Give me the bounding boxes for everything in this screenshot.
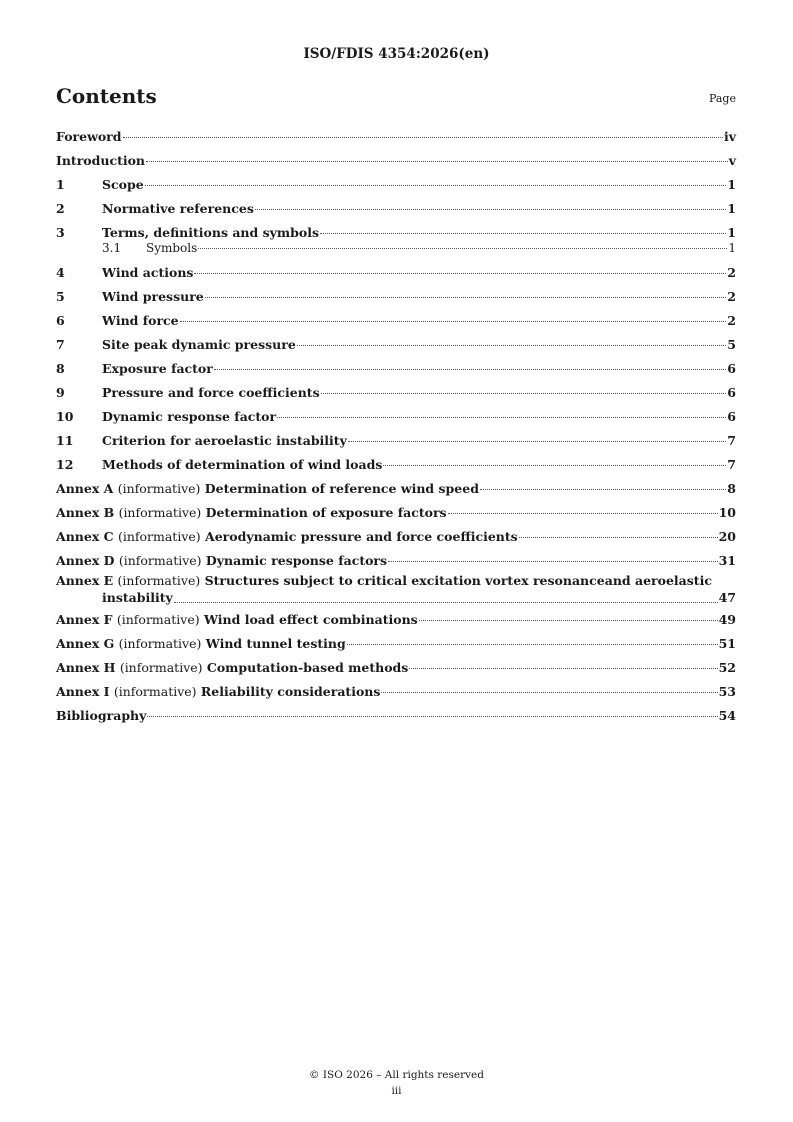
dot-leader	[480, 488, 726, 490]
page-column-label: Page	[708, 92, 736, 105]
toc-entry-page: 2	[727, 265, 736, 280]
toc-entry-title: Site peak dynamic pressure	[102, 337, 296, 352]
toc-entry-page: 1	[727, 177, 736, 192]
toc-entry-number: 11	[56, 433, 74, 448]
dot-leader	[297, 344, 727, 346]
toc-entry-number: 7	[56, 337, 65, 352]
toc-entry-annex-a[interactable]	[56, 480, 736, 497]
toc-entry-page: 7	[727, 433, 736, 448]
dot-leader	[147, 715, 717, 717]
dot-leader	[145, 184, 727, 186]
toc-entry-title: Symbols	[146, 241, 198, 255]
toc-entry-annex-e[interactable]	[56, 572, 736, 606]
annex-type: (informative)	[119, 660, 203, 675]
toc-entry-title: Determination of exposure factors	[205, 505, 447, 520]
dot-leader	[409, 667, 717, 669]
dot-leader	[321, 392, 727, 394]
annex-prefix	[56, 683, 201, 700]
toc-entry-number: 2	[56, 201, 65, 216]
toc-entry-foreword[interactable]	[56, 128, 736, 145]
document-header: ISO/FDIS 4354:2026(en)	[303, 46, 490, 62]
toc-entry-title: Computation-based methods	[206, 660, 409, 675]
toc-entry-title: Introduction	[56, 153, 146, 168]
toc-entry-page: 5	[727, 337, 736, 352]
annex-type: (informative)	[117, 529, 201, 544]
toc-entry-page: 1	[728, 241, 736, 255]
toc-entry-title: Criterion for aeroelastic instability	[102, 433, 347, 448]
annex-type: (informative)	[118, 553, 202, 568]
toc-entry-clause-3[interactable]	[56, 224, 736, 241]
toc-entry-title-line1: Structures subject to critical excitation vortex resonanceand aeroelastic	[204, 573, 712, 588]
toc-entry-title: Wind load effect combinations	[203, 612, 418, 627]
toc-entry-annex-i[interactable]	[56, 683, 736, 700]
toc-entry-page: 53	[718, 684, 736, 699]
toc-entry-title: Normative references	[102, 201, 254, 216]
toc-entry-number: 12	[56, 457, 74, 472]
annex-type: (informative)	[118, 636, 202, 651]
toc-entry-title: Wind force	[102, 313, 179, 328]
toc-entry-clause-12[interactable]	[56, 456, 736, 473]
annex-label: Annex F	[56, 612, 113, 627]
annex-prefix	[56, 480, 205, 497]
toc-entry-page: 1	[727, 225, 736, 240]
dot-leader	[419, 619, 718, 621]
dot-leader	[388, 560, 718, 562]
annex-label: Annex B	[56, 505, 115, 520]
page-number: iii	[391, 1085, 402, 1097]
dot-leader	[123, 136, 723, 138]
annex-label: Annex G	[56, 636, 115, 651]
annex-prefix	[56, 611, 204, 628]
toc-entry-title: Aerodynamic pressure and force coefficients	[205, 529, 518, 544]
toc-entry-page: 6	[727, 409, 736, 424]
toc-entry-number: 3.1	[102, 241, 122, 255]
page-footer	[0, 1067, 793, 1099]
toc-entry-annex-h[interactable]	[56, 659, 736, 676]
toc-entry-bibliography[interactable]	[56, 707, 736, 724]
toc-entry-subclause-3-1[interactable]	[56, 240, 736, 257]
annex-label: Annex E	[56, 573, 114, 588]
toc-entry-page: 31	[718, 553, 736, 568]
annex-prefix	[56, 528, 205, 545]
toc-entry-page: v	[728, 153, 736, 168]
dot-leader	[347, 643, 718, 645]
toc-entry-clause-9[interactable]	[56, 384, 736, 401]
dot-leader	[255, 208, 726, 210]
toc-entry-title: Scope	[102, 177, 144, 192]
toc-entry-page: 8	[727, 481, 736, 496]
toc-entry-page: 1	[727, 201, 736, 216]
dot-leader	[214, 368, 726, 370]
annex-type: (informative)	[118, 505, 202, 520]
toc-entry-title: Dynamic response factors	[205, 553, 388, 568]
dot-leader	[320, 232, 726, 234]
toc-entry-number: 1	[56, 177, 65, 192]
toc-entry-title: Methods of determination of wind loads	[102, 457, 383, 472]
annex-label: Annex I	[56, 684, 110, 699]
toc-entry-number: 3	[56, 225, 65, 240]
copyright-notice: © ISO 2026 – All rights reserved	[309, 1069, 484, 1081]
toc-entry-page: 6	[727, 385, 736, 400]
annex-prefix	[56, 504, 206, 521]
annex-prefix	[56, 552, 206, 569]
toc-entry-title: Determination of reference wind speed	[204, 481, 479, 496]
toc-entry-clause-1[interactable]	[56, 176, 736, 193]
annex-type: (informative)	[113, 684, 197, 699]
toc-entry-number: 8	[56, 361, 65, 376]
toc-entry-number: 10	[56, 409, 74, 424]
toc-entry-annex-f[interactable]	[56, 611, 736, 628]
dot-leader	[383, 464, 726, 466]
toc-entry-page: 51	[718, 636, 736, 651]
annex-label: Annex A	[56, 481, 114, 496]
toc-entry-clause-2[interactable]	[56, 200, 736, 217]
toc-entry-page: iv	[723, 129, 736, 144]
toc-entry-clause-7[interactable]	[56, 336, 736, 353]
toc-entry-title: Terms, definitions and symbols	[102, 225, 319, 240]
dot-leader	[381, 691, 717, 693]
annex-label: Annex C	[56, 529, 114, 544]
dot-leader	[146, 160, 728, 162]
toc-entry-number: 5	[56, 289, 65, 304]
dot-leader	[205, 296, 727, 298]
toc-entry-annex-d[interactable]	[56, 552, 736, 569]
dot-leader	[180, 320, 727, 322]
toc-entry-annex-b[interactable]	[56, 504, 736, 521]
toc-entry-clause-5[interactable]	[56, 288, 736, 305]
annex-prefix	[56, 659, 207, 676]
toc-entry-clause-8[interactable]	[56, 360, 736, 377]
toc-entry-number: 9	[56, 385, 65, 400]
toc-entry-page: 2	[727, 289, 736, 304]
dot-leader	[277, 416, 726, 418]
toc-entry-page: 10	[718, 505, 736, 520]
toc-entry-clause-11[interactable]	[56, 432, 736, 449]
toc-entry-page: 54	[718, 708, 736, 723]
toc-entry-title: Pressure and force coefficients	[102, 385, 320, 400]
annex-prefix	[56, 635, 206, 652]
toc-entry-page: 20	[718, 529, 736, 544]
toc-entry-annex-g[interactable]	[56, 635, 736, 652]
toc-entry-title: Bibliography	[56, 708, 147, 723]
dot-leader	[448, 512, 718, 514]
toc-entry-title: Wind tunnel testing	[205, 636, 346, 651]
dot-leader	[174, 601, 718, 603]
toc-entry-clause-10[interactable]	[56, 408, 736, 425]
toc-entry-title: Foreword	[56, 129, 122, 144]
toc-entry-clause-6[interactable]	[56, 312, 736, 329]
toc-entry-number: 4	[56, 265, 65, 280]
toc-entry-page: 49	[718, 612, 736, 627]
toc-entry-page: 2	[727, 313, 736, 328]
annex-label: Annex H	[56, 660, 116, 675]
toc-entry-page: 52	[718, 660, 736, 675]
toc-entry-page: 6	[727, 361, 736, 376]
toc-entry-clause-4[interactable]	[56, 264, 736, 281]
toc-entry-page: 47	[718, 590, 736, 605]
toc-entry-title-line2: instability	[102, 590, 173, 605]
annex-label: Annex D	[56, 553, 115, 568]
toc-entry-title: Wind actions	[102, 265, 194, 280]
annex-first-line	[56, 572, 712, 589]
dot-leader	[198, 247, 727, 249]
toc-entry-title: Wind pressure	[102, 289, 204, 304]
toc-entry-number: 6	[56, 313, 65, 328]
annex-type: (informative)	[117, 573, 201, 588]
contents-title: Contents	[56, 84, 157, 108]
toc-entry-page: 7	[727, 457, 736, 472]
dot-leader	[194, 272, 726, 274]
dot-leader	[348, 440, 726, 442]
annex-type: (informative)	[116, 612, 200, 627]
toc-entry-introduction[interactable]	[56, 152, 736, 169]
annex-type: (informative)	[117, 481, 201, 496]
toc-entry-title: Exposure factor	[102, 361, 213, 376]
toc-entry-title: Reliability considerations	[200, 684, 381, 699]
toc-entry-annex-c[interactable]	[56, 528, 736, 545]
dot-leader	[519, 536, 718, 538]
toc-entry-title: Dynamic response factor	[102, 409, 277, 424]
